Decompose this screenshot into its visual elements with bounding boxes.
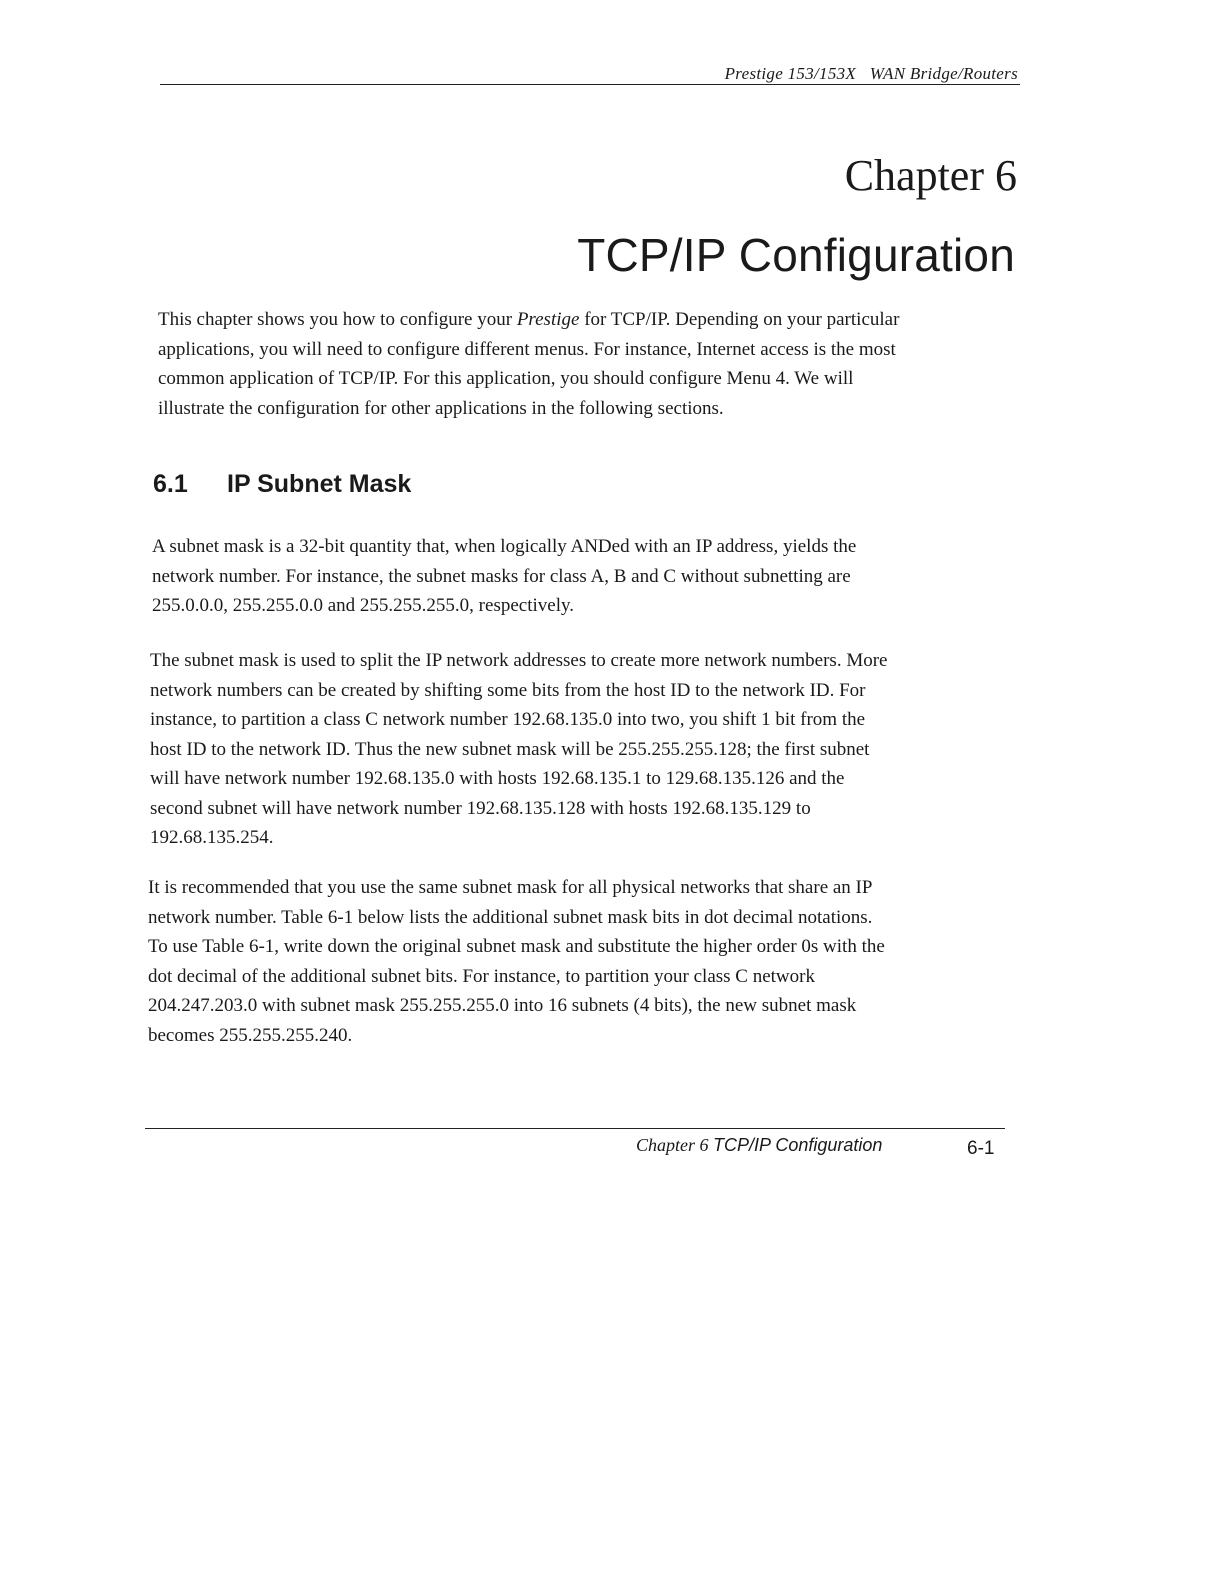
paragraph-recommendation bbox=[148, 873, 885, 1050]
paragraph-line: network numbers can be created by shifting some bits from the host ID to the network ID. For bbox=[150, 679, 866, 701]
page-number: 6-1 bbox=[967, 1138, 995, 1159]
paragraph-line: 204.247.203.0 with subnet mask 255.255.255.0 into 16 subnets (4 bits), the new subnet mask bbox=[148, 995, 857, 1016]
section-title: IP Subnet Mask bbox=[227, 470, 412, 498]
paragraph-line: will have network number 192.68.135.0 with hosts 192.68.135.1 to 129.68.135.126 and the bbox=[150, 768, 845, 789]
intro-line: applications, you will need to configure different menus. For instance, Internet access is the most bbox=[158, 338, 896, 360]
paragraph-line: The subnet mask is used to split the IP network addresses to create more network numbers. More bbox=[150, 650, 888, 671]
footer-rule bbox=[145, 1128, 1005, 1129]
running-footer bbox=[636, 1135, 882, 1156]
paragraph-line: becomes 255.255.255.240. bbox=[148, 1024, 353, 1046]
paragraph-subnet-splitting bbox=[150, 646, 887, 853]
header-subtitle: WAN Bridge/Routers bbox=[869, 64, 1018, 83]
footer-chapter-title: TCP/IP Configuration bbox=[713, 1135, 883, 1155]
header-product: Prestige 153/153X bbox=[724, 64, 857, 83]
paragraph-line: A subnet mask is a 32-bit quantity that, when logically ANDed with an IP address, yields the bbox=[152, 536, 857, 557]
intro-line: common application of TCP/IP. For this application, you should configure Menu 4. We will bbox=[158, 368, 854, 389]
paragraph-line: second subnet will have network number 192.68.135.128 with hosts 192.68.135.129 to bbox=[150, 797, 811, 819]
product-name-emphasis: Prestige bbox=[516, 309, 580, 330]
paragraph-line: network number. Table 6-1 below lists the additional subnet mask bits in dot decimal notations. bbox=[148, 906, 873, 928]
paragraph-line: dot decimal of the additional subnet bits. For instance, to partition your class C network bbox=[148, 965, 815, 987]
paragraph-line: It is recommended that you use the same subnet mask for all physical networks that share an IP bbox=[148, 877, 873, 898]
intro-paragraph bbox=[158, 305, 899, 423]
paragraph-line: 192.68.135.254. bbox=[150, 827, 274, 848]
header-rule bbox=[160, 84, 1020, 85]
paragraph-line: instance, to partition a class C network number 192.68.135.0 into two, you shift 1 bit from the bbox=[150, 709, 866, 730]
footer-chapter-label: Chapter 6 bbox=[636, 1135, 709, 1155]
paragraph-line: network number. For instance, the subnet masks for class A, B and C without subnetting are bbox=[152, 565, 851, 587]
paragraph-line: To use Table 6-1, write down the original subnet mask and substitute the higher order 0s with the bbox=[148, 936, 885, 957]
section-number: 6.1 bbox=[153, 470, 188, 498]
running-header bbox=[660, 64, 1018, 84]
intro-text: This chapter shows you how to configure your bbox=[158, 309, 517, 330]
section-heading bbox=[153, 470, 411, 499]
paragraph-line: host ID to the network ID. Thus the new subnet mask will be 255.255.255.128; the first subnet bbox=[150, 738, 870, 760]
intro-text: for TCP/IP. Depending on your particular bbox=[579, 309, 900, 330]
chapter-title: TCP/IP Configuration bbox=[577, 229, 1015, 281]
intro-line: illustrate the configuration for other applications in the following sections. bbox=[158, 397, 724, 419]
paragraph-line: 255.0.0.0, 255.255.0.0 and 255.255.255.0, respectively. bbox=[152, 595, 574, 616]
chapter-label: Chapter 6 bbox=[844, 151, 1017, 200]
paragraph-subnet-definition bbox=[152, 532, 856, 621]
intro-line bbox=[158, 305, 899, 335]
